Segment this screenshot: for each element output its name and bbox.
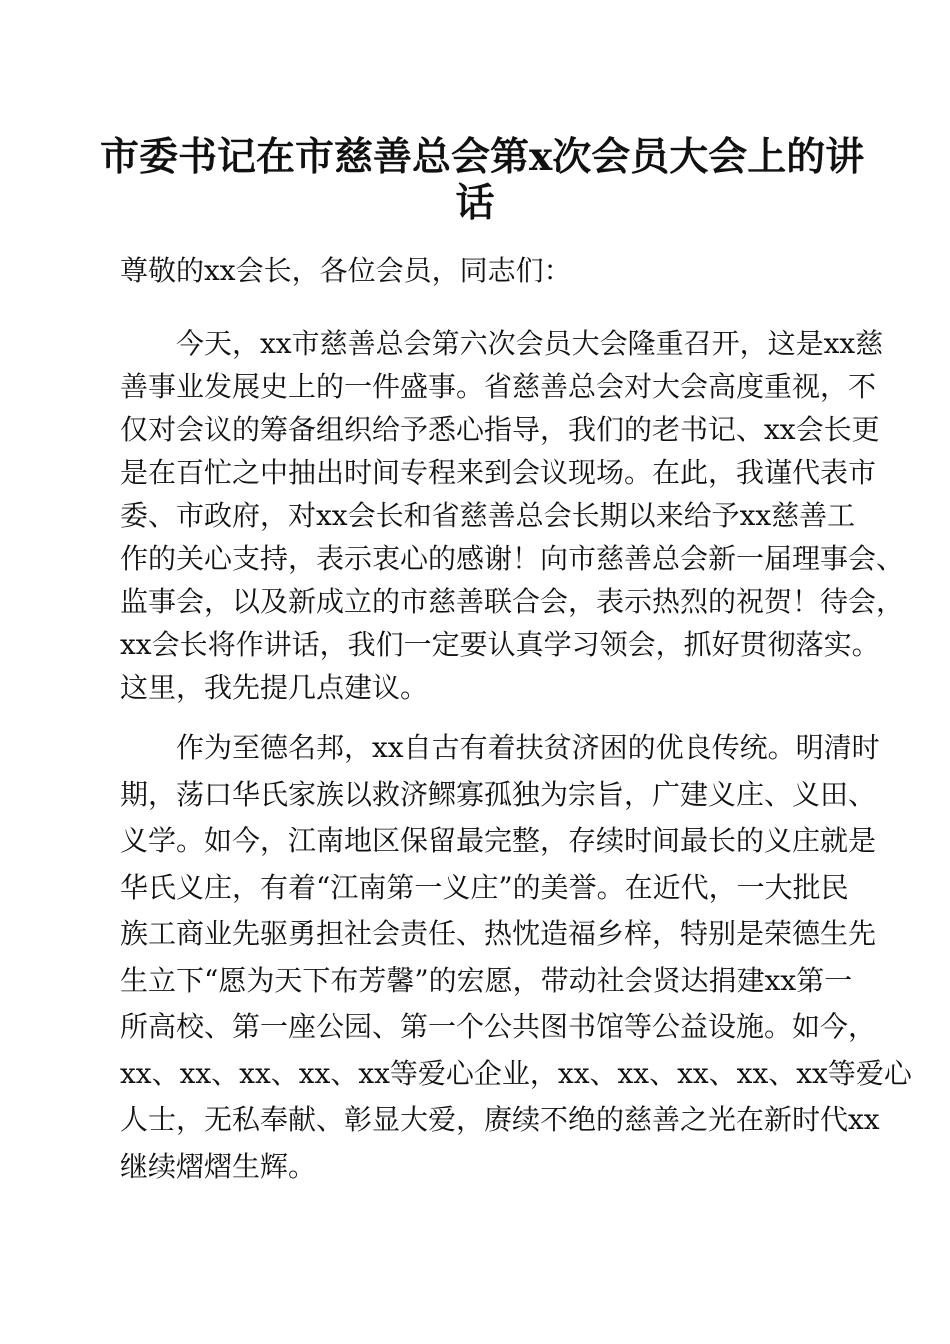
greeting-text: 尊敬的xx会长，各位会员，同志们： bbox=[120, 254, 572, 287]
paragraph-line: 期，荡口华氏家族以救济鳏寡孤独为宗旨，广建义庄、义田、 bbox=[120, 777, 877, 811]
paragraph-line: 继续熠熠生辉。 bbox=[120, 1149, 317, 1183]
document-title bbox=[100, 134, 865, 226]
paragraph-2 bbox=[120, 725, 912, 1190]
paragraph-line: 监事会，以及新成立的市慈善联合会，表示热烈的祝贺！待会， bbox=[120, 585, 905, 618]
paragraph-line: 作的关心支持，表示衷心的感谢！向市慈善总会新一届理事会、 bbox=[120, 542, 905, 575]
title-line: 话 bbox=[455, 180, 495, 226]
paragraph-line: 委、市政府，对xx会长和省慈善总会长期以来给予xx慈善工 bbox=[120, 499, 856, 532]
paragraph-line: xx、xx、xx、xx、xx等爱心企业，xx、xx、xx、xx、xx等爱心 bbox=[120, 1056, 912, 1090]
paragraph-line: 这里，我先提几点建议。 bbox=[120, 671, 429, 704]
paragraph-line: 华氏义庄，有着“江南第一义庄”的美誉。在近代，一大批民 bbox=[120, 870, 849, 904]
paragraph-line: 人士，无私奉献、彰显大爱，赓续不绝的慈善之光在新时代xx bbox=[120, 1103, 880, 1136]
paragraph-1 bbox=[120, 322, 905, 709]
paragraph-line: 仅对会议的筹备组织给予悉心指导，我们的老书记、xx会长更 bbox=[120, 413, 880, 446]
paragraph-line: 生立下“愿为天下布芳馨”的宏愿，带动社会贤达捐建xx第一 bbox=[120, 963, 853, 997]
paragraph-line: 善事业发展史上的一件盛事。省慈善总会对大会高度重视，不 bbox=[120, 370, 877, 403]
paragraph-line: 族工商业先驱勇担社会责任、热忱造福乡梓，特别是荣德生先 bbox=[120, 917, 877, 950]
paragraph-line: 所高校、第一座公园、第一个公共图书馆等公益设施。如今， bbox=[120, 1010, 877, 1043]
paragraph-line: 作为至德名邦，xx自古有着扶贫济困的优良传统。明清时 bbox=[176, 731, 880, 764]
paragraph-line: 是在百忙之中抽出时间专程来到会议现场。在此，我谨代表市 bbox=[120, 456, 877, 489]
greeting bbox=[120, 249, 842, 292]
title-line: 市委书记在市慈善总会第x次会员大会上的讲 bbox=[100, 134, 865, 180]
paragraph-line: 今天，xx市慈善总会第六次会员大会隆重召开，这是xx慈 bbox=[176, 327, 884, 360]
paragraph-line: 义学。如今，江南地区保留最完整，存续时间最长的义庄就是 bbox=[120, 824, 877, 857]
paragraph-line: xx会长将作讲话，我们一定要认真学习领会，抓好贯彻落实。 bbox=[120, 628, 880, 661]
